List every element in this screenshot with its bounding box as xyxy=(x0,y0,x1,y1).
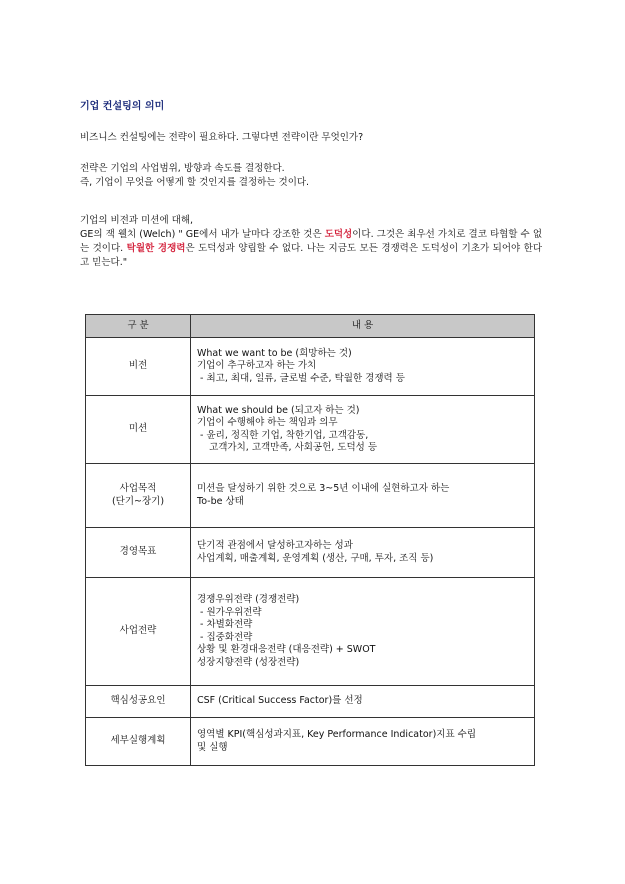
content-line: 사업계획, 매출계획, 운영계획 (생산, 구매, 투자, 조직 등) xyxy=(197,552,434,564)
category-line: 사업전략 xyxy=(119,625,157,637)
content-line: - 집중화전략 xyxy=(197,631,253,643)
quote-part-1: GE의 잭 웰치 (Welch) " GE에서 내가 날마다 강조한 것은 xyxy=(80,229,325,240)
header-category: 구 분 xyxy=(86,315,191,338)
row-category xyxy=(86,718,191,766)
category-line: 사업목적 xyxy=(119,483,157,494)
table-row xyxy=(86,718,535,766)
row-content xyxy=(191,464,535,528)
vision-intro: 기업의 비전과 미션에 대해, xyxy=(80,215,194,226)
content-line: 상황 및 환경대응전략 (대응전략) + SWOT xyxy=(197,644,376,655)
strategy-line-2: 즉, 기업이 무엇을 어떻게 할 것인지를 결정하는 것이다. xyxy=(80,177,310,188)
row-category xyxy=(86,578,191,686)
highlight-competitiveness: 탁월한 경쟁력 xyxy=(126,243,186,254)
header-content: 내 용 xyxy=(191,315,535,338)
content-line: - 최고, 최대, 일류, 글로벌 수준, 탁월한 경쟁력 등 xyxy=(197,372,405,384)
table-row xyxy=(86,464,535,528)
content-line: CSF (Critical Success Factor)를 선정 xyxy=(197,695,363,707)
content-line: 및 실행 xyxy=(197,741,228,753)
row-content xyxy=(191,338,535,396)
table-row xyxy=(86,338,535,396)
row-content xyxy=(191,528,535,578)
table-row xyxy=(86,528,535,578)
table-row xyxy=(86,686,535,718)
intro-paragraph: 비즈니스 컨설팅에는 전략이 필요하다. 그렇다면 전략이란 무엇인가? xyxy=(80,132,364,143)
row-content xyxy=(191,396,535,464)
category-line: 비전 xyxy=(128,360,148,372)
content-line: 단기적 관점에서 달성하고자하는 성과 xyxy=(197,540,353,551)
row-content xyxy=(191,718,535,766)
content-line: 미션을 달성하기 위한 것으로 3~5년 이내에 실현하고자 하는 xyxy=(197,483,450,494)
content-line: - 차별화전략 xyxy=(197,619,253,630)
row-category xyxy=(86,686,191,718)
strategy-line-1: 전략은 기업의 사업범위, 방향과 속도를 결정한다. xyxy=(80,163,285,174)
content-line: - 윤리, 정직한 기업, 착한기업, 고객감동, xyxy=(197,429,369,441)
row-category xyxy=(86,464,191,528)
content-line: To-be 상태 xyxy=(197,495,244,507)
content-line: 경쟁우위전략 (경쟁전략) xyxy=(197,594,300,605)
content-line: 고객가치, 고객만족, 사회공헌, 도덕성 등 xyxy=(197,442,378,453)
table-row xyxy=(86,578,535,686)
content-line: 기업이 수행해야 하는 책임과 의무 xyxy=(197,417,338,428)
row-category xyxy=(86,396,191,464)
row-content xyxy=(191,686,535,718)
category-line: 미션 xyxy=(128,423,148,435)
table-header-row xyxy=(86,315,535,338)
quote-part-3: 은 도덕성과 양립할 수 없다. 나는 지금도 모든 경쟁력은 도덕성이 기초가 되어야 한다고 믿는다." xyxy=(80,243,542,268)
content-line: What we should be (되고자 하는 것) xyxy=(197,404,360,416)
row-category xyxy=(86,338,191,396)
row-category xyxy=(86,528,191,578)
category-line: (단기~장기) xyxy=(111,495,165,507)
category-line: 핵심성공요인 xyxy=(110,695,166,707)
strategy-paragraph xyxy=(80,162,309,190)
strategy-table xyxy=(85,314,535,766)
content-line: 기업이 추구하고자 하는 가치 xyxy=(197,360,317,372)
content-line: 영역별 KPI(핵심성과지표, Key Performance Indicator)지표 수립 xyxy=(197,729,476,740)
row-content xyxy=(191,578,535,686)
highlight-integrity: 도덕성 xyxy=(324,229,353,240)
page-title: 기업 컨설팅의 의미 xyxy=(80,101,165,112)
category-line: 세부실행계획 xyxy=(110,735,166,747)
category-line: 경영목표 xyxy=(119,546,157,558)
content-line: 성장지향전략 (성장전략) xyxy=(197,656,300,668)
table-row xyxy=(86,396,535,464)
vision-paragraph xyxy=(80,214,542,270)
quote-part-2: 이다. 그것은 최우선 가치로 결코 타협할 수 없는 것이다. xyxy=(80,229,542,254)
content-line: - 원가우위전략 xyxy=(197,606,262,618)
content-line: What we want to be (희망하는 것) xyxy=(197,347,352,359)
